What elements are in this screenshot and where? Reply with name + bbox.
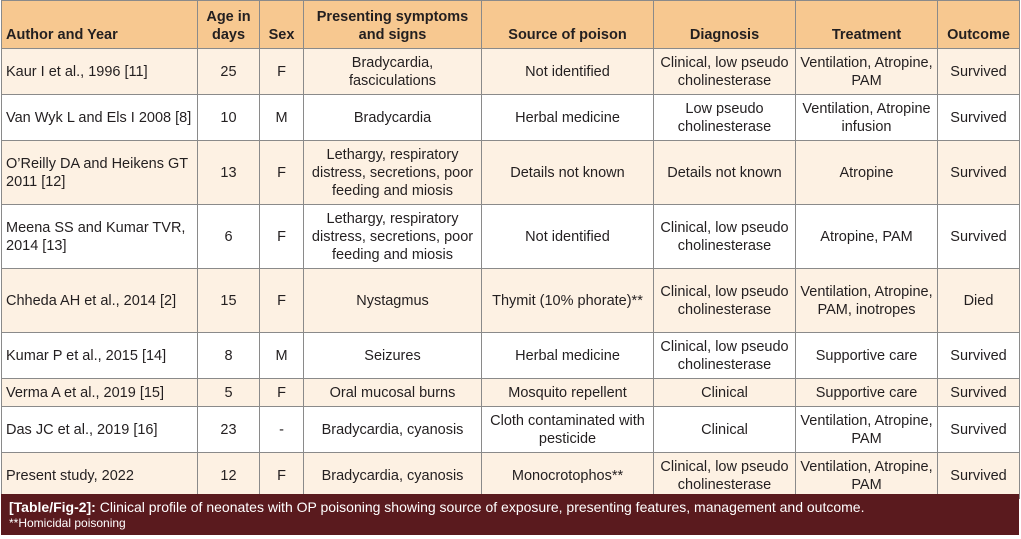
cell-symptoms: Bradycardia, cyanosis <box>304 407 482 453</box>
cell-treatment: Atropine, PAM <box>796 205 938 269</box>
cell-author: Kaur I et al., 1996 [11] <box>2 49 198 95</box>
header-age: Age in days <box>198 1 260 49</box>
cell-source: Cloth contaminated with pesticide <box>482 407 654 453</box>
cell-treatment: Ventilation, Atropine, PAM, inotropes <box>796 269 938 333</box>
cell-symptoms: Bradycardia, cyanosis <box>304 453 482 499</box>
cell-outcome: Survived <box>938 205 1020 269</box>
table-row <box>2 407 1020 453</box>
header-treatment: Treatment <box>796 1 938 49</box>
clinical-profile-table <box>1 0 1020 499</box>
cell-symptoms: Oral mucosal burns <box>304 379 482 407</box>
cell-source: Not identified <box>482 205 654 269</box>
cell-source: Details not known <box>482 141 654 205</box>
cell-treatment: Ventilation, Atropine infusion <box>796 95 938 141</box>
cell-treatment: Ventilation, Atropine, PAM <box>796 49 938 95</box>
cell-outcome: Survived <box>938 49 1020 95</box>
cell-outcome: Survived <box>938 379 1020 407</box>
cell-treatment: Atropine <box>796 141 938 205</box>
cell-age: 5 <box>198 379 260 407</box>
cell-source: Monocrotophos** <box>482 453 654 499</box>
cell-treatment: Ventilation, Atropine, PAM <box>796 453 938 499</box>
cell-diagnosis: Clinical <box>654 407 796 453</box>
cell-age: 15 <box>198 269 260 333</box>
cell-diagnosis: Clinical, low pseudo cholinesterase <box>654 205 796 269</box>
table-row <box>2 49 1020 95</box>
cell-age: 10 <box>198 95 260 141</box>
cell-outcome: Survived <box>938 453 1020 499</box>
header-source: Source of poison <box>482 1 654 49</box>
cell-author: Meena SS and Kumar TVR, 2014 [13] <box>2 205 198 269</box>
cell-age: 12 <box>198 453 260 499</box>
cell-sex: M <box>260 95 304 141</box>
cell-age: 25 <box>198 49 260 95</box>
table-header-row <box>2 1 1020 49</box>
table-row <box>2 269 1020 333</box>
cell-diagnosis: Details not known <box>654 141 796 205</box>
table-row <box>2 205 1020 269</box>
header-diagnosis: Diagnosis <box>654 1 796 49</box>
cell-sex: M <box>260 333 304 379</box>
cell-sex: F <box>260 49 304 95</box>
cell-age: 6 <box>198 205 260 269</box>
cell-sex: F <box>260 453 304 499</box>
cell-diagnosis: Clinical, low pseudo cholinesterase <box>654 453 796 499</box>
cell-treatment: Supportive care <box>796 333 938 379</box>
table-row <box>2 141 1020 205</box>
cell-symptoms: Seizures <box>304 333 482 379</box>
cell-treatment: Ventilation, Atropine, PAM <box>796 407 938 453</box>
caption-line <box>9 498 1011 516</box>
cell-author: O’Reilly DA and Heikens GT 2011 [12] <box>2 141 198 205</box>
cell-sex: F <box>260 379 304 407</box>
cell-outcome: Died <box>938 269 1020 333</box>
cell-source: Not identified <box>482 49 654 95</box>
cell-treatment: Supportive care <box>796 379 938 407</box>
caption-text: Clinical profile of neonates with OP poisoning showing source of exposure, presenting features, management and outcome. <box>95 499 865 515</box>
cell-sex: F <box>260 141 304 205</box>
table-row <box>2 95 1020 141</box>
cell-symptoms: Lethargy, respiratory distress, secretions, poor feeding and miosis <box>304 205 482 269</box>
cell-symptoms: Bradycardia <box>304 95 482 141</box>
cell-age: 23 <box>198 407 260 453</box>
table-row <box>2 379 1020 407</box>
header-symptoms: Presenting symptoms and signs <box>304 1 482 49</box>
cell-outcome: Survived <box>938 333 1020 379</box>
cell-source: Herbal medicine <box>482 95 654 141</box>
cell-outcome: Survived <box>938 407 1020 453</box>
cell-sex: F <box>260 205 304 269</box>
header-sex: Sex <box>260 1 304 49</box>
cell-sex: - <box>260 407 304 453</box>
cell-author: Chheda AH et al., 2014 [2] <box>2 269 198 333</box>
cell-age: 13 <box>198 141 260 205</box>
cell-source: Mosquito repellent <box>482 379 654 407</box>
cell-author: Present study, 2022 <box>2 453 198 499</box>
cell-symptoms: Bradycardia, fasciculations <box>304 49 482 95</box>
header-author-year: Author and Year <box>2 1 198 49</box>
header-outcome: Outcome <box>938 1 1020 49</box>
cell-author: Verma A et al., 2019 [15] <box>2 379 198 407</box>
cell-source: Herbal medicine <box>482 333 654 379</box>
cell-outcome: Survived <box>938 95 1020 141</box>
cell-diagnosis: Clinical, low pseudo cholinesterase <box>654 269 796 333</box>
table-row <box>2 453 1020 499</box>
cell-diagnosis: Clinical, low pseudo cholinesterase <box>654 333 796 379</box>
caption-label: [Table/Fig-2]: <box>9 499 96 515</box>
caption-footnote: **Homicidal poisoning <box>9 516 126 530</box>
cell-sex: F <box>260 269 304 333</box>
cell-source: Thymit (10% phorate)** <box>482 269 654 333</box>
cell-diagnosis: Clinical <box>654 379 796 407</box>
cell-outcome: Survived <box>938 141 1020 205</box>
cell-author: Van Wyk L and Els I 2008 [8] <box>2 95 198 141</box>
cell-author: Das JC et al., 2019 [16] <box>2 407 198 453</box>
cell-diagnosis: Low pseudo cholinesterase <box>654 95 796 141</box>
table-caption <box>1 494 1019 535</box>
cell-diagnosis: Clinical, low pseudo cholinesterase <box>654 49 796 95</box>
cell-author: Kumar P et al., 2015 [14] <box>2 333 198 379</box>
table-row <box>2 333 1020 379</box>
cell-symptoms: Nystagmus <box>304 269 482 333</box>
cell-symptoms: Lethargy, respiratory distress, secretions, poor feeding and miosis <box>304 141 482 205</box>
cell-age: 8 <box>198 333 260 379</box>
